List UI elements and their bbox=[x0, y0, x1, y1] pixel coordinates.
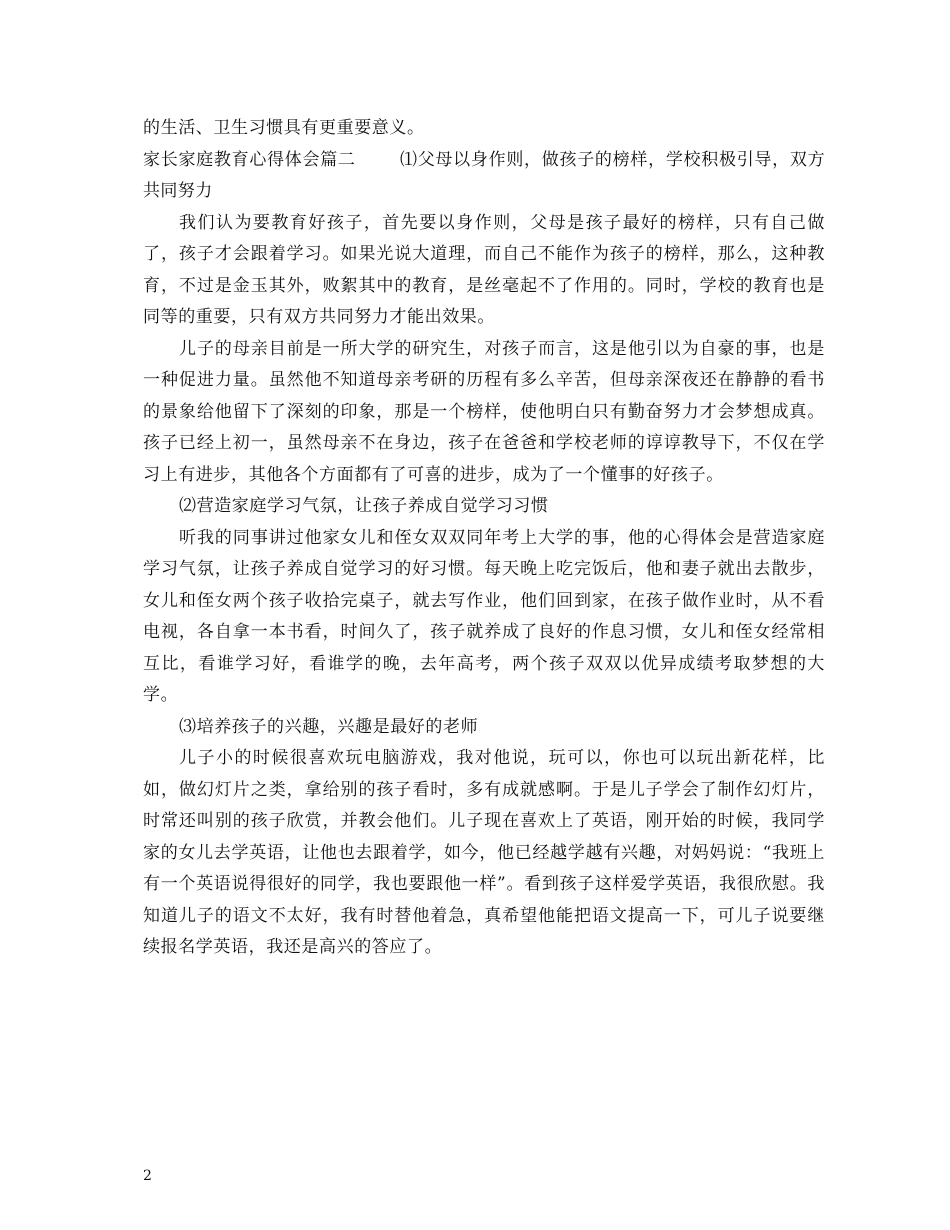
subheading: ⑶培养孩子的兴趣，兴趣是最好的老师 bbox=[179, 716, 479, 737]
paragraph: 听我的同事讲过他家女儿和侄女双双同年考上大学的事，他的心得体会是营造家庭学习气氛，让孩子养成自觉学习的好习惯。每天晚上吃完饭后，他和妻子就出去散步，女儿和侄女两个孩子收拾完桌子，就去写作业，他们回到家，在孩子做作业时，从不看电视，各自拿一本书看，时间久了，孩子就养成了良好的作息习惯，女儿和侄女经常相互比，看谁学习好，看谁学的晚，去年高考，两个孩子双双以优异成绩考取梦想的大学。 bbox=[143, 527, 825, 705]
section-title: 家长家庭教育心得体会篇二 bbox=[143, 149, 356, 170]
paragraph: 儿子小的时候很喜欢玩电脑游戏，我对他说，玩可以，你也可以玩出新花样，比如，做幻灯片之类，拿给别的孩子看时，多有成就感啊。于是儿子学会了制作幻灯片，时常还叫别的孩子欣赏，并教会他们。儿子现在喜欢上了英语，刚开始的时候，我同学家的女儿去学英语，让他也去跟着学，如今，他已经越学越有兴趣，对妈妈说：“我班上有一个英语说得很好的同学，我也要跟他一样”。看到孩子这样爱学英语，我很欣慰。我知道儿子的语文不太好，我有时替他着急，真希望他能把语文提高一下，可儿子说要继续报名学英语，我还是高兴的答应了。 bbox=[143, 748, 825, 957]
section-subheading: ⑴父母以身作则，做孩子的榜样，学校积极引导，双方共同努力 bbox=[143, 149, 825, 201]
paragraph: 儿子的母亲目前是一所大学的研究生，对孩子而言，这是他引以为自豪的事，也是一种促进力量。虽然他不知道母亲考研的历程有多么辛苦，但母亲深夜还在静静的看书的景象给他留下了深刻的印象，那是一个榜样，使他明白只有勤奋努力才会梦想成真。孩子已经上初一，虽然母亲不在身边，孩子在爸爸和学校老师的谆谆教导下，不仅在学习上有进步，其他各个方面都有了可喜的进步，成为了一个懂事的好孩子。 bbox=[143, 338, 825, 485]
page-number: 2 bbox=[143, 1168, 152, 1184]
section-heading-line bbox=[143, 145, 825, 208]
document-body bbox=[143, 113, 825, 964]
paragraph-continuation: 的生活、卫生习惯具有更重要意义。 bbox=[143, 118, 425, 138]
paragraph: 我们认为要教育好孩子，首先要以身作则，父母是孩子最好的榜样，只有自己做了，孩子才会跟着学习。如果光说大道理，而自己不能作为孩子的榜样，那么，这种教育，不过是金玉其外，败絮其中的教育，是丝毫起不了作用的。同时，学校的教育也是同等的重要，只有双方共同努力才能出效果。 bbox=[143, 212, 825, 327]
subheading: ⑵营造家庭学习气氛，让孩子养成自觉学习习惯 bbox=[179, 496, 549, 516]
